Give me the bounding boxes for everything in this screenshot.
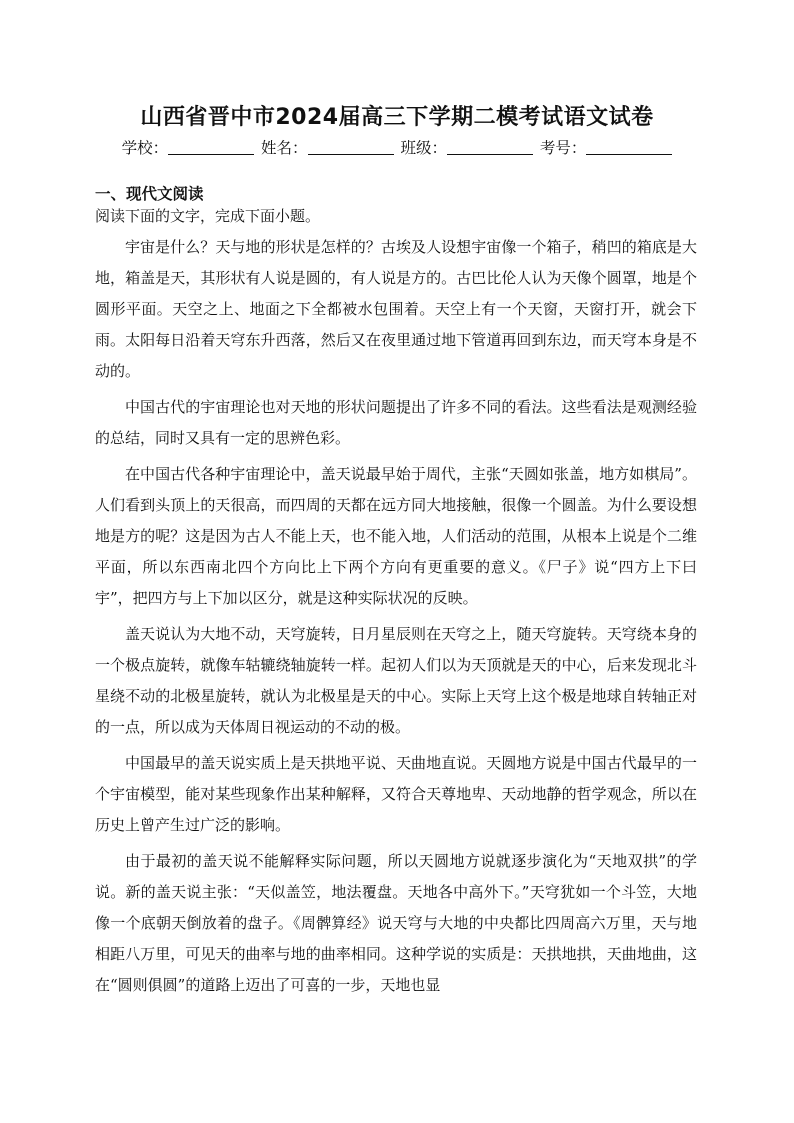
- school-field: [122, 136, 255, 158]
- name-blank: [308, 140, 394, 155]
- name-field: [261, 136, 394, 158]
- exam-title: 山西省晋中市2024届高三下学期二模考试语文试卷: [140, 105, 654, 130]
- school-label: 学校：: [121, 139, 169, 157]
- reading-instruction: 阅读下面的文字，完成下面小题。: [95, 207, 321, 225]
- student-info-row: [0, 136, 794, 158]
- passage-paragraph: 在中国古代各种宇宙理论中，盖天说最早始于周代，主张“天圆如张盖，地方如棋局”。人们看到头顶上的天很高，而四周的天都在远方同大地接触，很像一个圆盖。为什么要设想地是方的呢？这是因为古人不能上天，也不能入地，人们活动的范围，从根本上说是个二维平面，所以东西南北四个方向比上下两个方向有更重要的意义。《尸子》说“四方上下曰宇”，把四方与上下加以区分，就是这种实际状况的反映。: [95, 465, 697, 607]
- exam-number-field: [540, 136, 673, 158]
- passage-paragraph: 宇宙是什么？天与地的形状是怎样的？古埃及人设想宇宙像一个箱子，稍凹的箱底是大地，箱盖是天，其形状有人说是圆的，有人说是方的。古巴比伦人认为天像个圆罩，地是个圆形平面。天空之上、地面之下全都被水包围着。天空上有一个天窗，天窗打开，就会下雨。太阳每日沿着天穹东升西落，然后又在夜里通过地下管道再回到东边，而天穹本身是不动的。: [95, 238, 697, 380]
- passage-paragraph: 中国古代的宇宙理论也对天地的形状问题提出了许多不同的看法。这些看法是观测经验的总结，同时又具有一定的思辨色彩。: [95, 398, 697, 447]
- exam-number-blank: [586, 140, 672, 155]
- passage-paragraph: 由于最初的盖天说不能解释实际问题，所以天圆地方说就逐步演化为“天地双拱”的学说。新的盖天说主张：“天似盖笠，地法覆盘。天地各中高外下。”天穹犹如一个斗笠，大地像一个底朝天倒放着的盘子。《周髀算经》说天穹与大地的中央都比四周高六万里，天与地相距八万里，可见天的曲率与地的曲率相同。这种学说的实质是：天拱地拱，天曲地曲，这在“圆则俱圆”的道路上迈出了可喜的一步，天地也显: [95, 852, 697, 994]
- class-blank: [447, 140, 533, 155]
- passage-paragraph: 中国最早的盖天说实质上是天拱地平说、天曲地直说。天圆地方说是中国古代最早的一个宇宙模型，能对某些现象作出某种解释，又符合天尊地卑、天动地静的哲学观念，所以在历史上曾产生过广泛的影响。: [95, 754, 697, 834]
- section-heading: 一、现代文阅读: [95, 185, 204, 203]
- passage-paragraph: 盖天说认为大地不动，天穹旋转，日月星辰则在天穹之上，随天穹旋转。天穹绕本身的一个极点旋转，就像车轱辘绕轴旋转一样。起初人们以为天顶就是天的中心，后来发现北斗星绕不动的北极星旋转，就认为北极星是天的中心。实际上天穹上这个极是地球自转轴正对的一点，所以成为天体周日视运动的不动的极。: [95, 625, 697, 736]
- name-label: 姓名：: [261, 139, 308, 157]
- school-blank: [168, 140, 254, 155]
- class-label: 班级：: [400, 139, 447, 157]
- reading-passage: [95, 232, 697, 1006]
- exam-number-label: 考号：: [539, 139, 587, 157]
- class-field: [400, 136, 533, 158]
